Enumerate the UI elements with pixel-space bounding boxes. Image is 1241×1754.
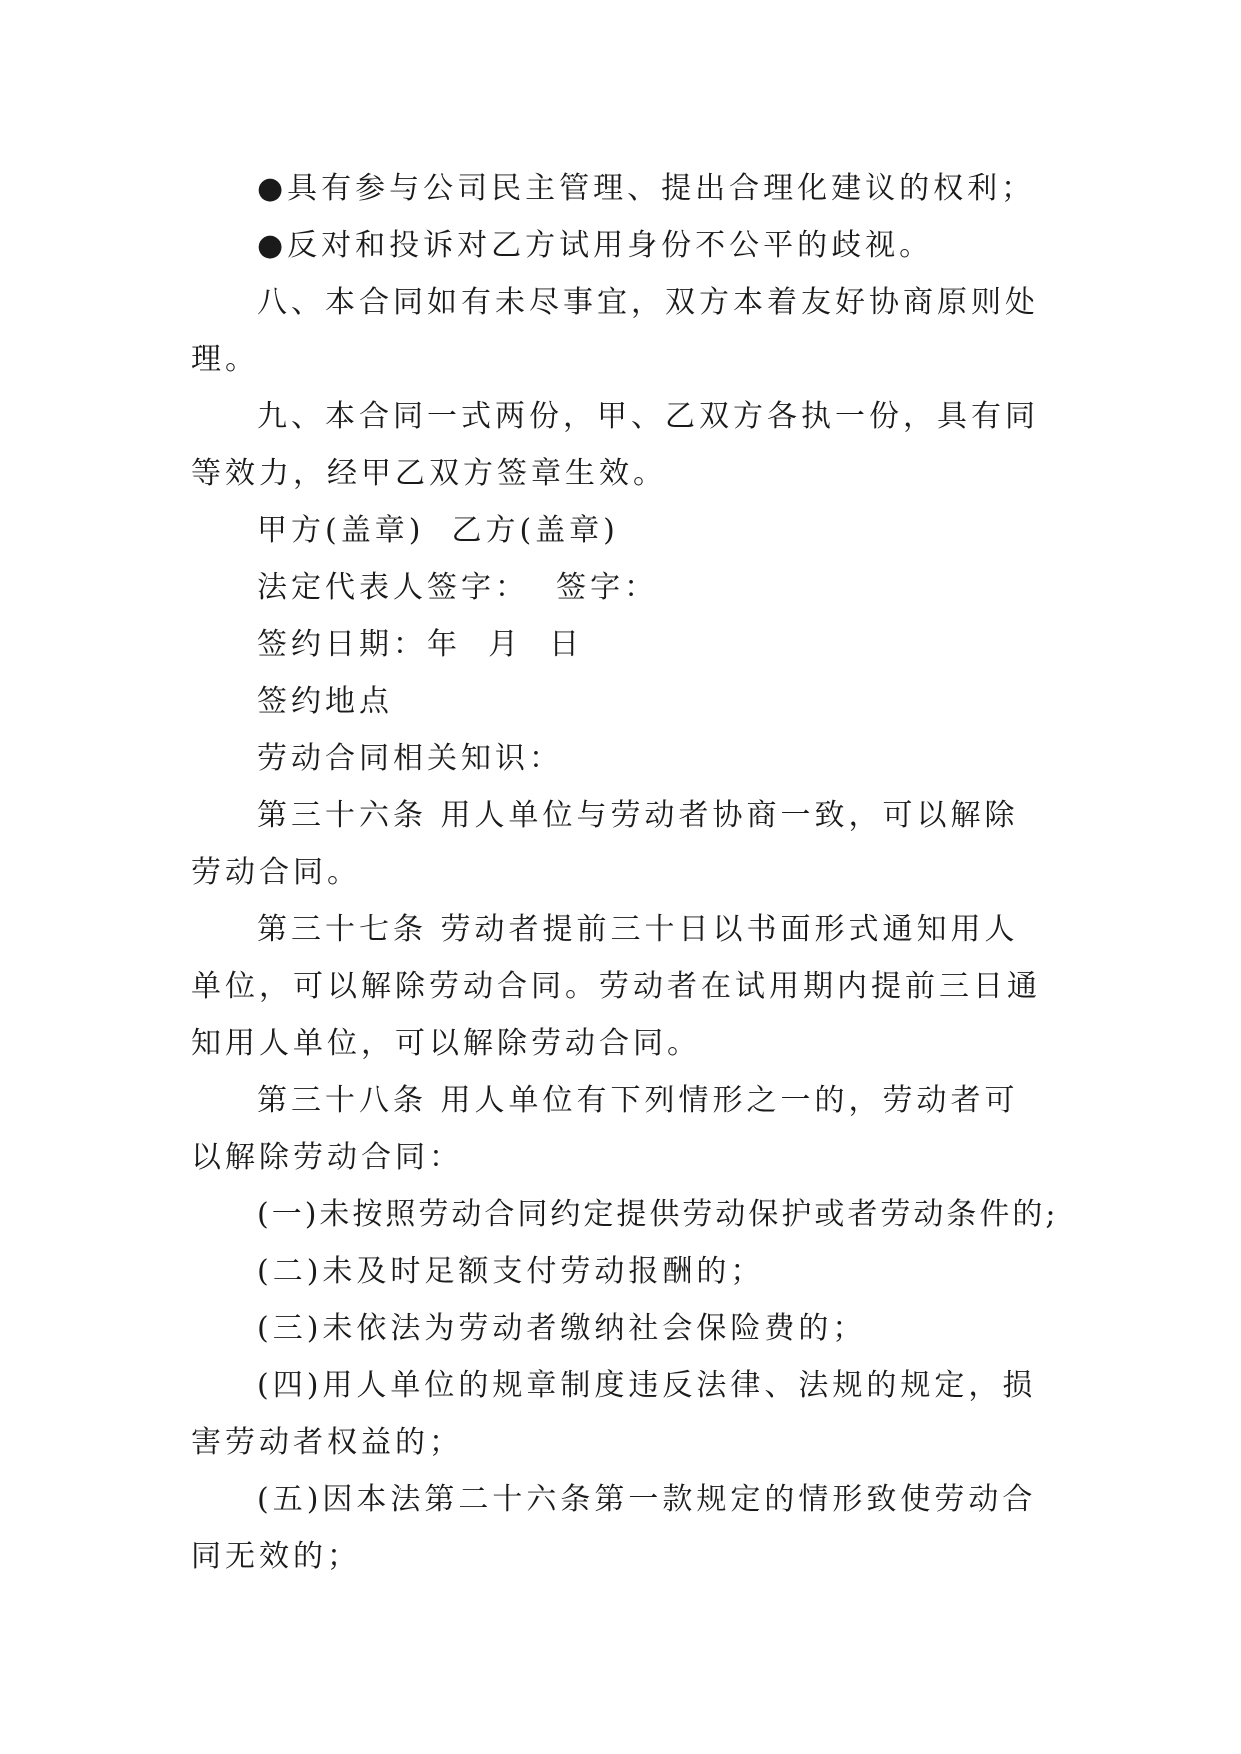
article-36: 第三十六条 用人单位与劳动者协商一致，可以解除劳动合同。 (191, 798, 1019, 890)
signature-date-line: 签约日期：年 月 日 (257, 627, 584, 662)
article-38-item-2: (二)未及时足额支付劳动报酬的； (257, 1254, 765, 1289)
article-38-item-1: (一)未按照劳动合同约定提供劳动保护或者劳动条件的; (257, 1197, 1059, 1232)
article-37: 第三十七条 劳动者提前三十日以书面形式通知用人单位，可以解除劳动合同。劳动者在试用期内提前三日通知用人单位，可以解除劳动合同。 (191, 912, 1041, 1061)
bullet-right-anti-discrimination: ●反对和投诉对乙方试用身份不公平的歧视。 (257, 228, 934, 263)
article-38-item-4: (四)用人单位的规章制度违反法律、法规的规定，损害劳动者权益的； (191, 1368, 1037, 1460)
clause-nine: 九、本合同一式两份，甲、乙双方各执一份，具有同等效力，经甲乙双方签章生效。 (191, 399, 1039, 491)
signature-party-line: 甲方(盖章) 乙方(盖章) (257, 513, 619, 548)
knowledge-heading: 劳动合同相关知识： (257, 741, 563, 776)
clause-eight: 八、本合同如有未尽事宜，双方本着友好协商原则处理。 (191, 285, 1039, 377)
signature-representative-line: 法定代表人签字： 签字： (257, 570, 659, 605)
article-38: 第三十八条 用人单位有下列情形之一的，劳动者可以解除劳动合同： (191, 1083, 1019, 1175)
bullet-right-participation: ●具有参与公司民主管理、提出合理化建议的权利； (257, 171, 1036, 206)
signature-place-line: 签约地点 (257, 684, 393, 719)
document-body (191, 160, 1059, 1585)
article-38-item-5: (五)因本法第二十六条第一款规定的情形致使劳动合同无效的； (191, 1482, 1037, 1574)
article-38-item-3: (三)未依法为劳动者缴纳社会保险费的； (257, 1311, 867, 1346)
